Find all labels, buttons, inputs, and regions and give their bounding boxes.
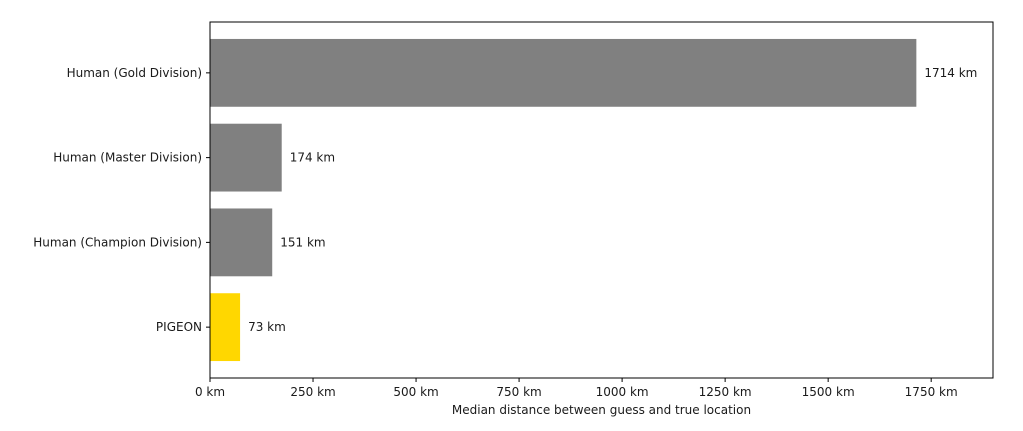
bar — [210, 124, 282, 192]
data-label: 73 km — [248, 320, 286, 335]
bar — [210, 39, 916, 107]
y-axis — [33, 66, 210, 334]
y-tick-label: Human (Gold Division) — [66, 65, 202, 80]
x-axis — [195, 378, 958, 399]
x-tick-label: 1750 km — [904, 385, 958, 399]
y-tick-label: Human (Champion Division) — [33, 235, 202, 250]
y-tick-label: Human (Master Division) — [53, 150, 202, 165]
data-label: 151 km — [280, 235, 326, 250]
x-axis-label: Median distance between guess and true location — [451, 403, 752, 417]
x-tick-label: 1000 km — [595, 385, 649, 399]
x-tick-label: 0 km — [194, 385, 226, 399]
x-tick-label: 250 km — [290, 385, 336, 399]
y-tick-label: PIGEON — [155, 320, 202, 335]
bars-group — [210, 39, 916, 361]
x-tick-label: 750 km — [496, 385, 542, 399]
bar — [210, 293, 240, 361]
x-tick-label: 1250 km — [698, 385, 752, 399]
x-tick-label: 1500 km — [801, 385, 855, 399]
bar — [210, 208, 272, 276]
data-label: 1714 km — [924, 65, 978, 80]
x-tick-label: 500 km — [393, 385, 439, 399]
data-label: 174 km — [289, 150, 336, 165]
